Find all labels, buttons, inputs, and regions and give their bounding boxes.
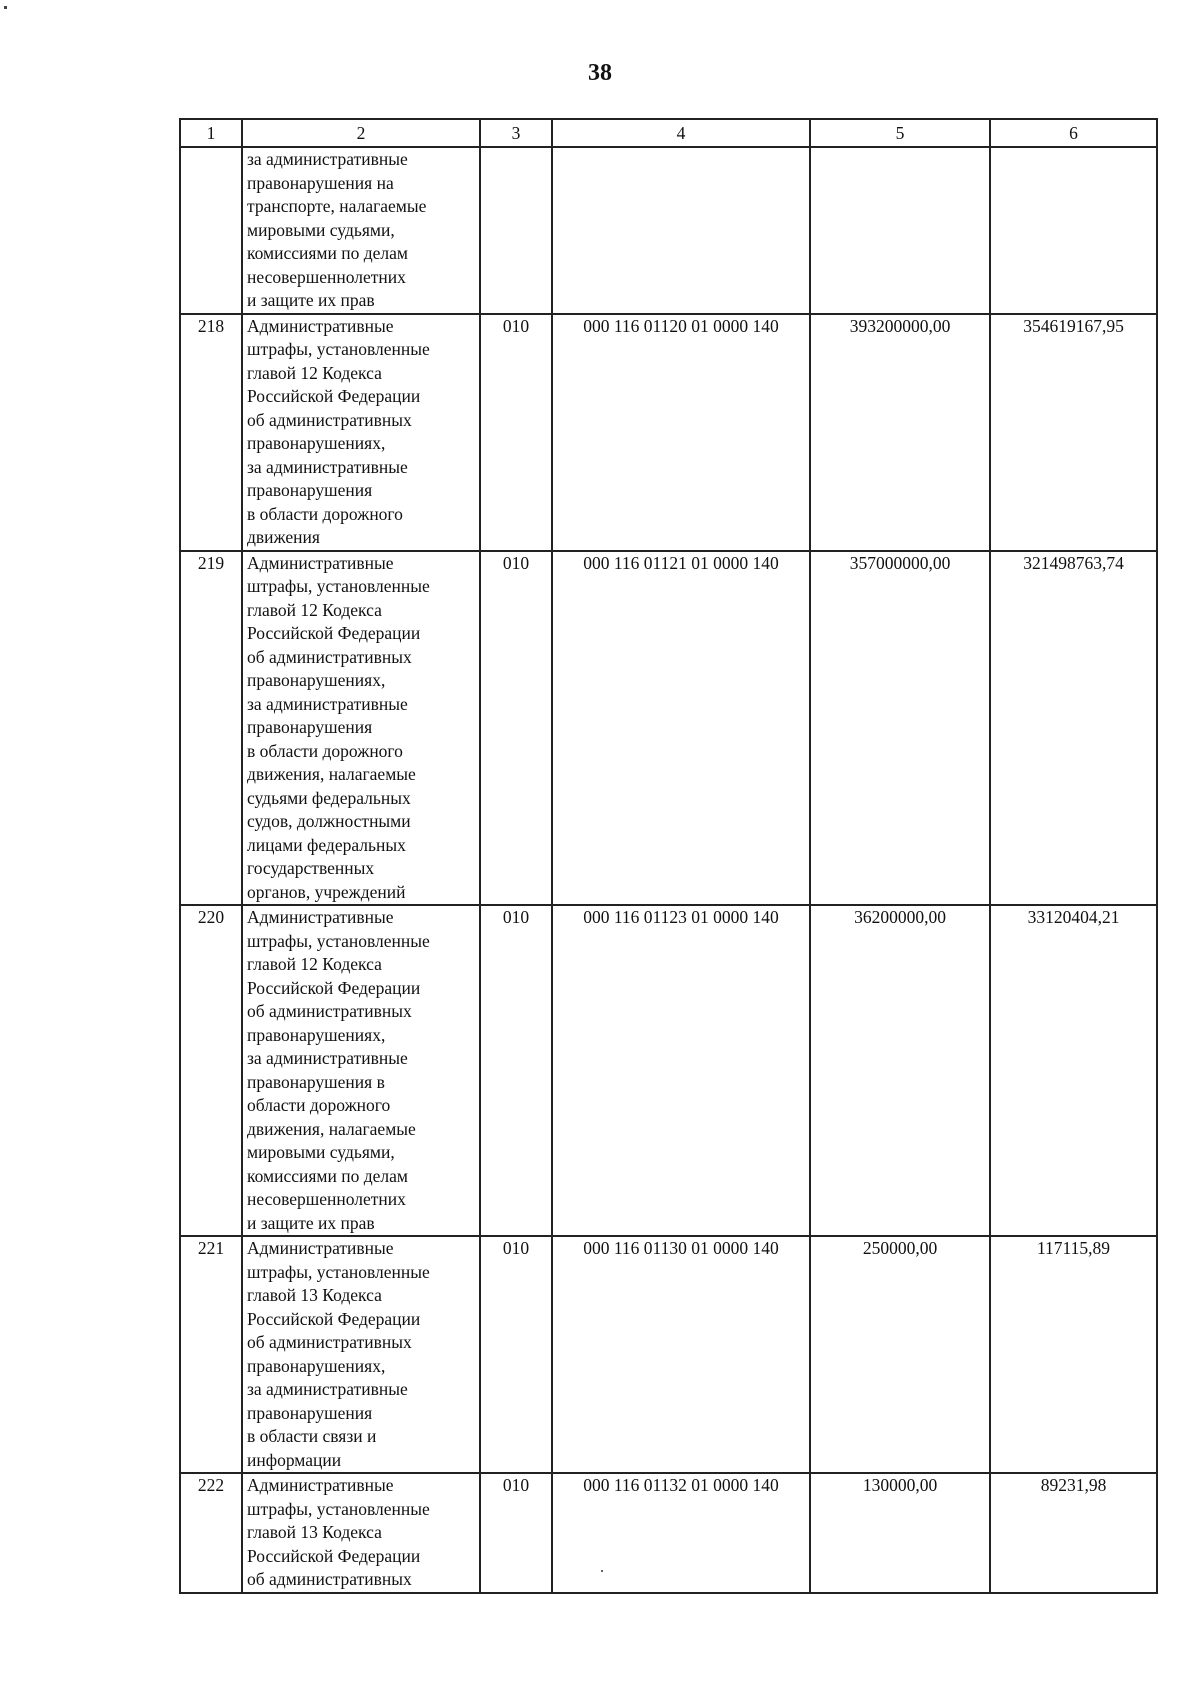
row-number: 218 [180, 314, 242, 551]
budget-table [179, 118, 1158, 1594]
row-budget-code: 000 116 01132 01 0000 140 [552, 1473, 810, 1593]
row-name: Административные штрафы, установленные главой 12 Кодекса Российской Федерации об административных правонарушениях, за административные правонарушения в области дорожного движения, налагаемые мировыми судьями, комиссиями по делам несовершеннолетних и защите их прав [242, 905, 480, 1236]
row-executed-amount: 354619167,95 [990, 314, 1157, 551]
page-number: 38 [588, 60, 612, 86]
row-budget-code: 000 116 01123 01 0000 140 [552, 905, 810, 1236]
row-admin-code: 010 [480, 1473, 552, 1593]
row-name: Административные штрафы, установленные главой 12 Кодекса Российской Федерации об административных правонарушениях, за административные правонарушения в области дорожного движения, налагаемые судьями федеральных судов, должностными лицами федеральных государственных органов, учреждений [242, 551, 480, 906]
row-budget-code: 000 116 01130 01 0000 140 [552, 1236, 810, 1473]
header-cell: 4 [552, 119, 810, 147]
row-name: Административные штрафы, установленные главой 13 Кодекса Российской Федерации об административных [242, 1473, 480, 1593]
row-number: 219 [180, 551, 242, 906]
header-cell: 3 [480, 119, 552, 147]
row-budget-code [552, 147, 810, 314]
row-executed-amount: 89231,98 [990, 1473, 1157, 1593]
row-name: за административные правонарушения на транспорте, налагаемые мировыми судьями, комиссиями по делам несовершеннолетних и защите их прав [242, 147, 480, 314]
header-cell: 2 [242, 119, 480, 147]
table-row [180, 905, 1157, 1236]
header-cell: 1 [180, 119, 242, 147]
row-planned-amount: 130000,00 [810, 1473, 990, 1593]
row-number [180, 147, 242, 314]
header-cell: 5 [810, 119, 990, 147]
row-admin-code: 010 [480, 314, 552, 551]
row-planned-amount [810, 147, 990, 314]
row-admin-code: 010 [480, 905, 552, 1236]
row-planned-amount: 250000,00 [810, 1236, 990, 1473]
scan-speck [4, 6, 7, 9]
table-row [180, 551, 1157, 906]
row-planned-amount: 36200000,00 [810, 905, 990, 1236]
row-number: 221 [180, 1236, 242, 1473]
table-row [180, 147, 1157, 314]
scan-speck [601, 1570, 603, 1572]
row-executed-amount [990, 147, 1157, 314]
table-row [180, 1473, 1157, 1593]
row-number: 222 [180, 1473, 242, 1593]
row-name: Административные штрафы, установленные главой 12 Кодекса Российской Федерации об административных правонарушениях, за административные правонарушения в области дорожного движения [242, 314, 480, 551]
table-row [180, 314, 1157, 551]
row-name: Административные штрафы, установленные главой 13 Кодекса Российской Федерации об административных правонарушениях, за административные правонарушения в области связи и информации [242, 1236, 480, 1473]
row-executed-amount: 321498763,74 [990, 551, 1157, 906]
table-header-row [180, 119, 1157, 147]
row-executed-amount: 117115,89 [990, 1236, 1157, 1473]
row-planned-amount: 357000000,00 [810, 551, 990, 906]
header-cell: 6 [990, 119, 1157, 147]
row-budget-code: 000 116 01120 01 0000 140 [552, 314, 810, 551]
row-number: 220 [180, 905, 242, 1236]
table-row [180, 1236, 1157, 1473]
row-admin-code [480, 147, 552, 314]
row-executed-amount: 33120404,21 [990, 905, 1157, 1236]
row-admin-code: 010 [480, 551, 552, 906]
row-planned-amount: 393200000,00 [810, 314, 990, 551]
row-budget-code: 000 116 01121 01 0000 140 [552, 551, 810, 906]
row-admin-code: 010 [480, 1236, 552, 1473]
